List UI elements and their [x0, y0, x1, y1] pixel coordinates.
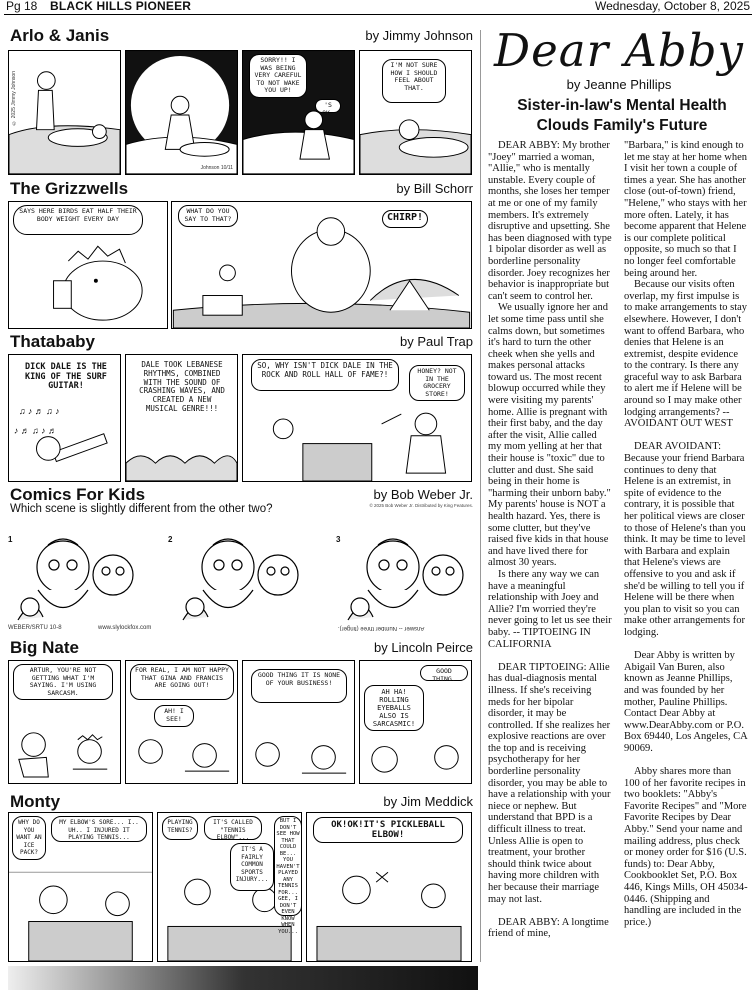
speech-bubble: GOOD THING. — [420, 665, 468, 681]
svg-text:♫ ♪ ♬ ♫ ♪: ♫ ♪ ♬ ♫ ♪ — [18, 406, 60, 417]
comic-panel — [8, 354, 121, 482]
comic-strip — [8, 50, 472, 175]
comic-byline: by Jimmy Johnson — [365, 28, 473, 43]
comic-arlo-janis — [8, 26, 473, 176]
paragraph: Is there any way we can have a meaningful relationship with Joey and Allie? I'm worried they're never going to let us see their baby. -- TIPTOEING IN CALIFORNIA — [488, 568, 612, 650]
column-headline: Sister-in-law's Mental Health Clouds Family's Future — [517, 97, 727, 134]
speech-bubble: 'S OK. — [315, 99, 341, 113]
comic-byline: by Bob Weber Jr. — [373, 487, 473, 502]
comic-strip — [8, 812, 472, 962]
speech-bubble: GOOD THING IT IS NONE OF YOUR BUSINESS! — [251, 669, 347, 703]
column-divider — [480, 30, 481, 962]
comics-section — [8, 22, 473, 968]
paragraph: DEAR AVOIDANT: Because your friend Barbara continues to deny that Helene is an extremist, in spite of evidence to the contrary, it is possible that her political views are closer to those of Helene's than you think. It may be time to level with Barbara and explain that Helene's views are offensive to you and ask if she'd be willing to tell you if Helene will be there when you plan to visit so you can make other arrangements for lodging. — [624, 441, 746, 638]
comic-grizzwells — [8, 179, 473, 354]
column-body — [488, 140, 752, 970]
comic-panel — [157, 812, 302, 962]
speech-bubble: MY ELBOW'S SORE... I.. UH.. I INJURED IT PLAYING TENNIS... — [51, 816, 147, 842]
comic-title: Big Nate — [10, 638, 79, 657]
paragraph: Because our visits often overlap, my first impulse is to make arrangements to stay elsewhere. However, I don't want to offend Barbara, who denies that Helene is an extremist, despite evidence to the contrary. Is there any graceful way to ask Barbara to alert me if Helene will be around so I may make other lodging arrangements? -- AVOIDANT OUT WEST — [624, 279, 748, 430]
speech-bubble: CHIRP! — [382, 210, 428, 228]
comic-strip — [8, 354, 472, 482]
panel-number: 1 — [8, 535, 13, 544]
comic-panel — [125, 660, 238, 784]
speech-bubble: PLAYING TENNIS? — [162, 816, 198, 840]
speech-bubble: WHY DO YOU WANT AN ICE PACK? — [12, 816, 46, 860]
comic-panel — [242, 354, 472, 482]
panel-number: 2 — [168, 535, 173, 544]
speech-text: DALE TOOK LEBANESE RHYTHMS, COMBINED WITH THE SOUND OF CRASHING WAVES, AND CREATED A NEW MUSICAL GENRE!!! — [134, 359, 230, 441]
speech-bubble: HONEY? NOT IN THE GROCERY STORE! — [409, 365, 465, 401]
comic-panel — [8, 201, 168, 329]
puzzle-question: Which scene is slightly different from the other two? — [10, 503, 273, 515]
issue-date: Wednesday, October 8, 2025 — [595, 0, 750, 13]
comic-panel — [171, 201, 472, 329]
comic-panel — [359, 50, 472, 175]
comic-title: Monty — [10, 792, 61, 811]
puzzle-answer: Answer -- Number three (finger). — [338, 625, 425, 631]
paragraph: "Barbara," is kind enough to let me stay at her home when I visit her town a couple of times a year. She has another close (out-of-town) friend, "Helene," who stays with her more often. Lately, it has become apparent that Helene is our complete political opposite, so much so that I no longer feel comfortable being around her. — [624, 140, 748, 279]
text-column-2 — [624, 140, 748, 968]
speech-bubble: BUT I DON'T SEE HOW THAT COULD BE... YOU HAVEN'T PLAYED ANY TENNIS FOR... GEE, I DON'T EVEN KNOW WHEN YOU... — [274, 816, 302, 916]
comic-strip — [8, 201, 472, 329]
comic-panel — [8, 660, 121, 784]
comic-byline: by Jim Meddick — [383, 794, 473, 809]
comic-big-nate — [8, 638, 473, 806]
panel-number: 3 — [336, 535, 341, 544]
paragraph: Abby shares more than 100 of her favorite recipes in two booklets: "Abby's Favorite Recipes" and "More Favorite Recipes by Dear Abby." Send your name and mailing address, plus check or money order for $16 (U.S. funds) to: Dear Abby, Cookbooklet Set, P.O. Box 446, Kings Mills, OH 45034-0446. (Shipping and handling are included in the price.) — [624, 766, 748, 928]
speech-bubble: FOR REAL, I AM NOT HAPPY THAT GINA AND FRANCIS ARE GOING OUT! — [130, 664, 234, 700]
comic-title: Arlo & Janis — [10, 26, 110, 45]
speech-bubble: WHAT DO YOU SAY TO THAT? — [178, 205, 238, 227]
comic-panel — [8, 812, 153, 962]
artist-signature: WEBER/SRTU 10-8 — [8, 625, 62, 631]
speech-text: DICK DALE IS THE KING OF THE SURF GUITAR! — [21, 361, 111, 405]
comic-panel — [242, 50, 355, 175]
comic-byline: by Paul Trap — [400, 334, 473, 349]
comic-for-kids — [8, 485, 473, 635]
speech-bubble: AH! I SEE! — [154, 705, 194, 727]
speech-bubble: SO, WHY ISN'T DICK DALE IN THE ROCK AND ROLL HALL OF FAME?! — [251, 359, 399, 391]
comic-panel — [306, 812, 472, 962]
column-byline: by Jeanne Phillips — [566, 77, 672, 92]
comic-panel — [242, 660, 355, 784]
comic-panel: © 2025 Jimmy Johnson — [8, 50, 121, 175]
comic-thatababy — [8, 332, 473, 507]
comic-panel — [125, 354, 238, 482]
copyright: © 2025 Bob Weber Jr. Distributed by King Features. — [369, 503, 473, 508]
comic-byline: by Lincoln Peirce — [374, 640, 473, 655]
speech-bubble: IT'S A FAIRLY COMMON SPORTS INJURY... — [230, 843, 274, 891]
speech-bubble: I'M NOT SURE HOW I SHOULD FEEL ABOUT THAT. — [382, 59, 446, 103]
svg-text:♪ ♬ ♫ ♪ ♬: ♪ ♬ ♫ ♪ ♬ — [13, 425, 57, 436]
comic-panel — [359, 660, 472, 784]
puzzle-strip — [8, 535, 472, 625]
comic-title: Thatababy — [10, 332, 96, 351]
column-title: Dear Abby — [494, 24, 744, 77]
page-number: Pg 18 — [6, 0, 38, 13]
paragraph: DEAR ABBY: My brother "Joey" married a woman, "Allie," who is mentally unstable. Every couple of months, she loses her temper at me or one of my family members. It's extremely disruptive and upsetting. She has been diagnosed with type 1 bipolar disorder as well as borderline personality disorder. Joey recognizes her behavior is inappropriate but can't seem to control her. — [488, 140, 612, 302]
paragraph: DEAR ABBY: A longtime friend of mine, — [488, 916, 609, 940]
comic-byline: by Bill Schorr — [396, 181, 473, 196]
comic-monty — [8, 792, 473, 964]
speech-bubble: ARTUR, YOU'RE NOT GETTING WHAT I'M SAYING. I'M USING SARCASM. — [13, 664, 113, 700]
speech-bubble: IT'S CALLED "TENNIS ELBOW"... — [204, 816, 262, 840]
speech-bubble: AH HA! ROLLING EYEBALLS ALSO IS SARCASMIC! — [364, 685, 424, 731]
page-bottom-shading — [8, 966, 478, 990]
comic-strip — [8, 660, 472, 784]
paragraph: Dear Abby is written by Abigail Van Buren, also known as Jeanne Phillips, and was founded by her mother, Pauline Phillips. Contact Dear Abby at www.DearAbby.com or P.O. Box 69440, Los Angeles, CA 90069. — [624, 650, 748, 754]
dear-abby-column — [486, 22, 752, 968]
text-column-1 — [488, 140, 612, 968]
comic-panel — [125, 50, 238, 175]
speech-bubble: SORRY!! I WAS BEING VERY CAREFUL TO NOT WAKE YOU UP! — [249, 54, 307, 98]
publication-name: BLACK HILLS PIONEER — [50, 0, 192, 13]
comic-title: Comics For Kids — [10, 485, 146, 504]
speech-bubble: SAYS HERE BIRDS EAT HALF THEIR BODY WEIGHT EVERY DAY — [13, 205, 143, 235]
page-header — [4, 0, 752, 15]
puzzle-art — [8, 535, 472, 625]
paragraph: DEAR TIPTOEING: Allie has dual-diagnosis mental illness. If she's receiving meds for her bipolar disorder, it may be controlled. If she realizes her explosive reactions are over the top and is receiving psychotherapy for her borderline personality disorder, you may be able to have a relationship with your niece or nephew. But understand that BPD is a difficult illness to treat. Unless Allie is open to treatment, your brother should think twice about having more children with her because their marriage may not last. — [488, 661, 611, 905]
speech-bubble: OK!OK!IT'S PICKLEBALL ELBOW! — [313, 817, 463, 843]
website: www.slylockfox.com — [98, 625, 152, 631]
paragraph: We usually ignore her and let some time pass until she calms down, but sometimes it's hard to turn the other cheek when she yells and makes personal attacks toward us. The most recent blowup occurred while they were visiting my parents' home. Allie is pregnant with their first baby, and the day after the visit, Allie called my mom yelling at her that their house is "toxic" due to clutter and dust. She said being in their home is "harming their unborn baby." My parents' house is NOT a health hazard. Yes, there is some clutter, but they've raised five kids in that house and have lived there for almost 30 years. — [488, 302, 611, 569]
artist-signature: Johnson 10/11 — [200, 165, 233, 171]
comic-title: The Grizzwells — [10, 179, 129, 198]
